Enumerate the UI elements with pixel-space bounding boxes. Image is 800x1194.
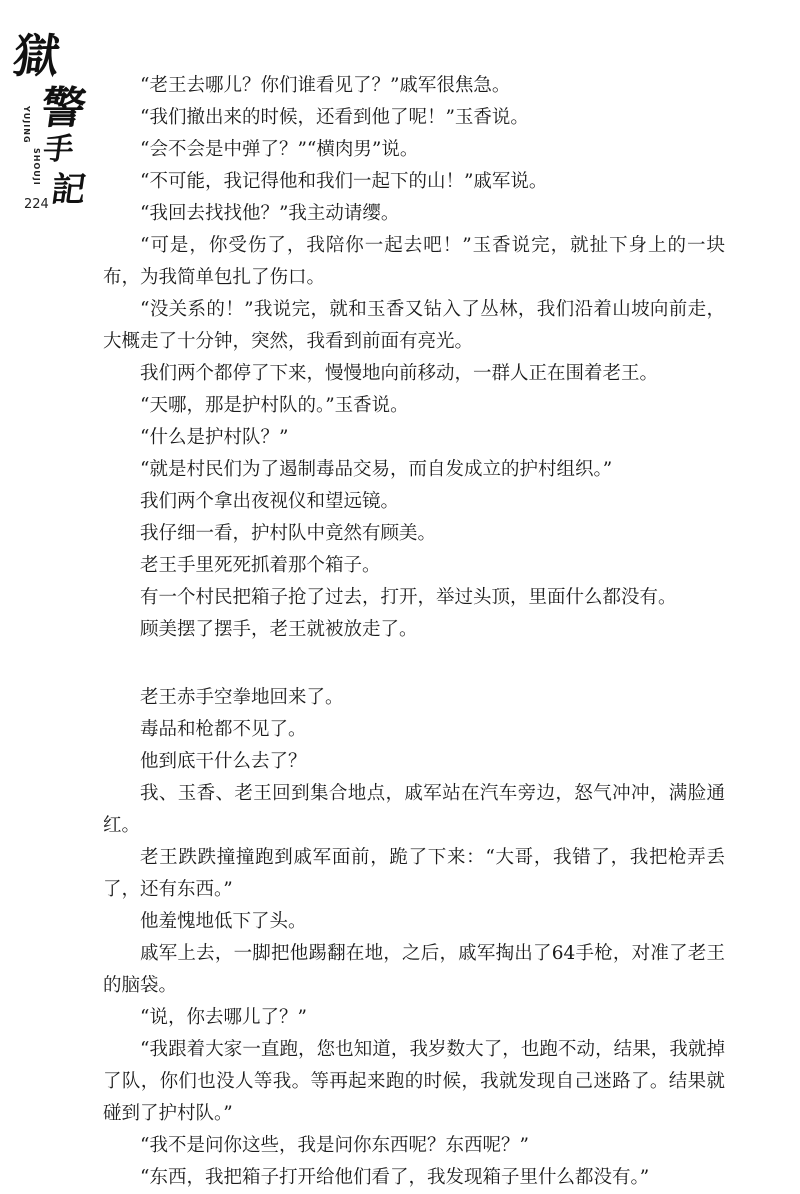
paragraph: “我们撤出来的时候，还看到他了呢！”玉香说。 (140, 107, 529, 128)
paragraph: “就是村民们为了遏制毒品交易，而自发成立的护村组织。” (140, 459, 613, 480)
title-char-2: 警 (37, 83, 87, 134)
paragraph: 老王赤手空拳地回来了。 (140, 687, 344, 708)
paragraph: “我不是问你这些，我是问你东西呢？东西呢？” (140, 1135, 529, 1156)
page-number: 224 (24, 197, 49, 212)
paragraph: “我回去找找他？”我主动请缨。 (140, 203, 400, 224)
paragraph: “说，你去哪儿了？” (140, 1007, 307, 1028)
romanization-line-1: YUJING (22, 106, 31, 144)
paragraph: 老王手里死死抓着那个箱子。 (140, 555, 381, 576)
paragraph: “会不会是中弹了？”“横肉男”说。 (140, 139, 419, 160)
paragraph: 我们两个都停了下来，慢慢地向前移动，一群人正在围着老王。 (140, 363, 659, 384)
paragraph: 顾美摆了摆手，老王就被放走了。 (140, 619, 418, 640)
paragraph: 毒品和枪都不见了。 (140, 719, 307, 740)
title-char-3: 手 (41, 132, 74, 167)
paragraph: 有一个村民把箱子抢了过去，打开，举过头顶，里面什么都没有。 (140, 587, 677, 608)
paragraph: 戚军上去，一脚把他踢翻在地，之后，戚军掏出了64手枪，对准了老王的脑袋。 (103, 943, 725, 996)
section-2 (103, 682, 725, 1194)
paragraph: 他羞愧地低下了头。 (140, 911, 307, 932)
paragraph: 他到底干什么去了？ (140, 751, 307, 772)
paragraph: “东西，我把箱子打开给他们看了，我发现箱子里什么都没有。” (140, 1167, 650, 1188)
section-break (103, 646, 725, 682)
paragraph: 我、玉香、老王回到集合地点，戚军站在汽车旁边，怒气冲冲，满脸通红。 (103, 783, 725, 836)
paragraph: “没关系的！”我说完，就和玉香又钻入了丛林，我们沿着山坡向前走，大概走了十分钟，突然，我看到前面有亮光。 (103, 299, 725, 352)
paragraph: “不可能，我记得他和我们一起下的山！”戚军说。 (140, 171, 548, 192)
title-char-4: 記 (48, 170, 87, 210)
paragraph: “老王去哪儿？你们谁看见了？”戚军很焦急。 (140, 75, 511, 96)
paragraph: “我跟着大家一直跑，您也知道，我岁数大了，也跑不动，结果，我就掉了队，你们也没人等我。等再起来跑的时候，我就发现自己迷路了。结果就碰到了护村队。” (103, 1039, 725, 1124)
body-text (103, 70, 725, 1194)
romanization-line-2: SHOUJI (32, 148, 41, 186)
book-title-logo (8, 20, 92, 210)
paragraph: “天哪，那是护村队的。”玉香说。 (140, 395, 409, 416)
paragraph: “可是，你受伤了，我陪你一起去吧！”玉香说完，就扯下身上的一块布，为我简单包扎了伤口。 (103, 235, 725, 288)
paragraph: 我仔细一看，护村队中竟然有顾美。 (140, 523, 437, 544)
paragraph: 老王跌跌撞撞跑到戚军面前，跪了下来：“大哥，我错了，我把枪弄丢了，还有东西。” (103, 847, 725, 900)
paragraph: “什么是护村队？” (140, 427, 289, 448)
paragraph: 我们两个拿出夜视仪和望远镜。 (140, 491, 400, 512)
title-char-1: 獄 (9, 29, 62, 83)
section-1 (103, 70, 725, 646)
